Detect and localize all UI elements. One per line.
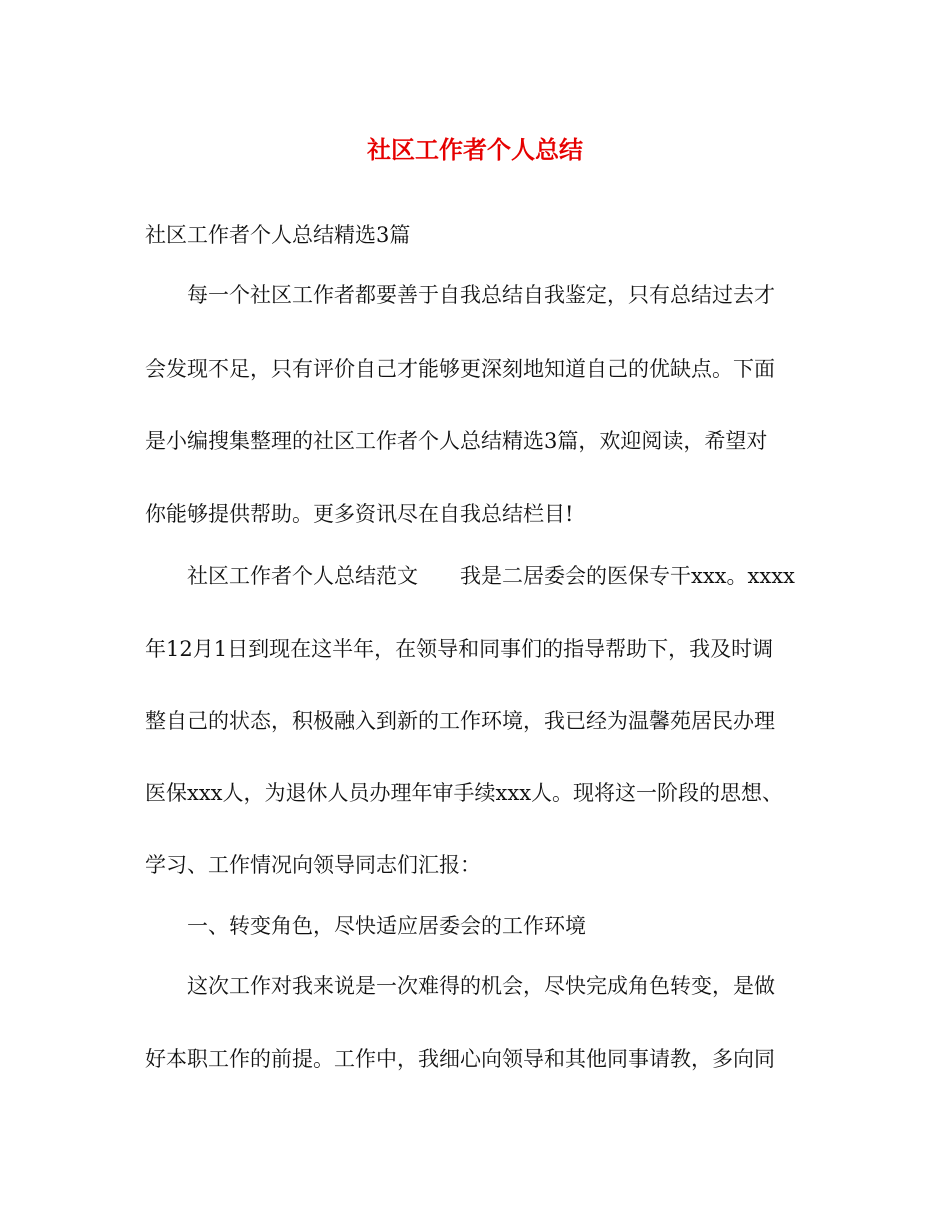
sample-heading: 社区工作者个人总结范文 [187,564,418,588]
document-subtitle: 社区工作者个人总结精选3篇 [145,223,411,247]
sample-first-line-text: 我是二居委会的医保专干xxx。xxxx [460,564,795,588]
sample-line-3: 医保xxx人，为退休人员办理年审手续xxx人。现将这一阶段的思想、 [145,781,784,805]
document-title: 社区工作者个人总结 [367,135,583,164]
sample-line-2: 整自己的状态，积极融入到新的工作环境，我已经为温馨苑居民办理 [145,709,775,733]
sample-line-4: 学习、工作情况向领导同志们汇报： [145,853,481,877]
sample-line-1: 年12月1日到现在这半年，在领导和同事们的指导帮助下，我及时调 [145,637,774,661]
intro-line-3: 是小编搜集整理的社区工作者个人总结精选3篇，欢迎阅读，希望对 [145,429,768,453]
intro-line-4: 你能够提供帮助。更多资讯尽在自我总结栏目! [145,502,574,526]
sample-first-line [187,560,867,592]
section-heading: 一、转变角色，尽快适应居委会的工作环境 [187,914,586,938]
intro-line-2: 会发现不足，只有评价自己才能够更深刻地知道自己的优缺点。下面 [145,357,775,381]
section-line-1: 这次工作对我来说是一次难得的机会，尽快完成角色转变，是做 [187,974,775,998]
intro-line-1: 每一个社区工作者都要善于自我总结自我鉴定，只有总结过去才 [187,283,775,307]
section-line-2: 好本职工作的前提。工作中，我细心向领导和其他同事请教，多向同 [145,1047,775,1071]
